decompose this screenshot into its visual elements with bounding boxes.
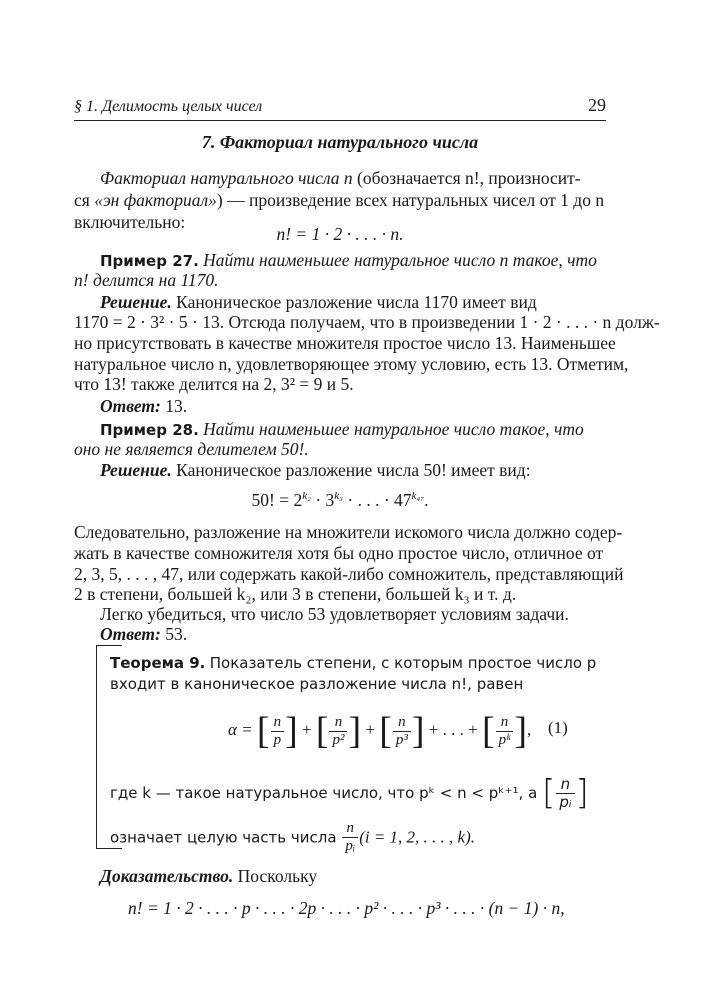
theorem-9-where: где k — такое натуральное число, что pᵏ < n < pᵏ⁺¹, а [ $\frac{n}{\text{pᵢ}}$ ] [110, 773, 589, 813]
example-28-label: Пример 28. [100, 421, 199, 439]
example-28-p2: жать в качестве сомножителя хотя бы одно простое число, отличное от [74, 543, 604, 563]
theorem-9-line-2: входит в каноническое разложение числа n!, равен [110, 675, 524, 693]
example-27-sol-5: что 13! также делится на 2, 3² = 9 и 5. [74, 374, 354, 394]
theorem-9-formula: α = [ $\frac{n}{p}$ ] + [ $\frac{n}{\text{p²}}$ ] + [ $\frac{n}{\text{p³}}$ ] + . . . + [ $\frac{n}{\text{pᵏ}}$ ], [228, 710, 532, 752]
example-27-sol-4: натуральное число n, удовлетворяющее этому условию, есть 13. Отметим, [74, 354, 629, 374]
proof-formula: n! = 1 · 2 · . . . · p · . . . · 2p · . . . · p² · . . . · p³ · . . . · (n − 1) · n, [128, 898, 565, 918]
factorial-formula: n! = 1 · 2 · . . . · n. [276, 224, 404, 244]
example-28-formula: 50! = $2^{k_2} \cdot 3^{k_3}$ · . . . · $47^{k_{47}}$. [251, 490, 429, 510]
theorem-frame-left [96, 645, 97, 848]
example-27-sol-3: но присутствовать в качестве множителя простое число 13. Наименьшее [74, 333, 616, 353]
example-27-label: Пример 27. [100, 252, 199, 270]
example-28-p1: Следовательно, разложение на множители искомого числа должно содер- [74, 522, 623, 542]
example-28-task: Пример 28. Найти наименьшее натуральное число такое, что [100, 419, 584, 439]
example-27-sol-2: 1170 = 2 · 3² · 5 · 13. Отсюда получаем, что в произведении 1 · 2 · . . . · n долж- [74, 312, 660, 332]
example-28-p4: 2 в степени, большей k₂, или 3 в степени, большей k₃ и т. д. [74, 584, 517, 604]
theorem-9-means: означает целую часть числа $\frac{n}{\text{pᵢ}}$ (i = 1, 2, . . . , k). [110, 820, 475, 854]
example-28-p5: Легко убедиться, что число 53 удовлетворяет условиям задачи. [100, 604, 569, 624]
theorem-9-label: Теорема 9. [110, 654, 206, 672]
example-27-solution: Решение. Каноническое разложение числа 1170 имеет вид [100, 292, 537, 312]
proof-intro: Доказательство. Поскольку [100, 866, 318, 886]
definition-line-1: Факториал натурального числа n (обозначается n!, произносит- [100, 168, 581, 188]
example-28-p3: 2, 3, 5, . . . , 47, или содержать какой-либо сомножитель, представляющий [74, 564, 624, 584]
equation-number: (1) [548, 718, 568, 737]
example-27-task-cont: n! делится на 1170. [74, 270, 219, 290]
example-28-task-cont: оно не является делителем 50!. [74, 439, 309, 459]
example-28-solution: Решение. Каноническое разложение числа 50! имеет вид: [100, 460, 531, 480]
theorem-9-line-1: Теорема 9. Показатель степени, с которым простое число p [110, 654, 597, 672]
example-28-answer: Ответ: 53. [100, 624, 188, 644]
definition-line-3: включительно: [74, 212, 186, 232]
definition-line-2: ся «эн факториал») — произведение всех натуральных чисел от 1 до n [74, 190, 605, 210]
subsection-title: 7. Факториал натурального числа [201, 132, 479, 152]
running-head [74, 95, 606, 120]
section-title: § 1. Делимость целых чисел [74, 98, 263, 115]
theorem-frame-top [96, 645, 122, 646]
example-27-answer: Ответ: 13. [100, 396, 188, 416]
page-number: 29 [588, 95, 606, 115]
example-27-task: Пример 27. Найти наименьшее натуральное число n такое, что [100, 250, 597, 270]
header-rule [74, 120, 606, 121]
